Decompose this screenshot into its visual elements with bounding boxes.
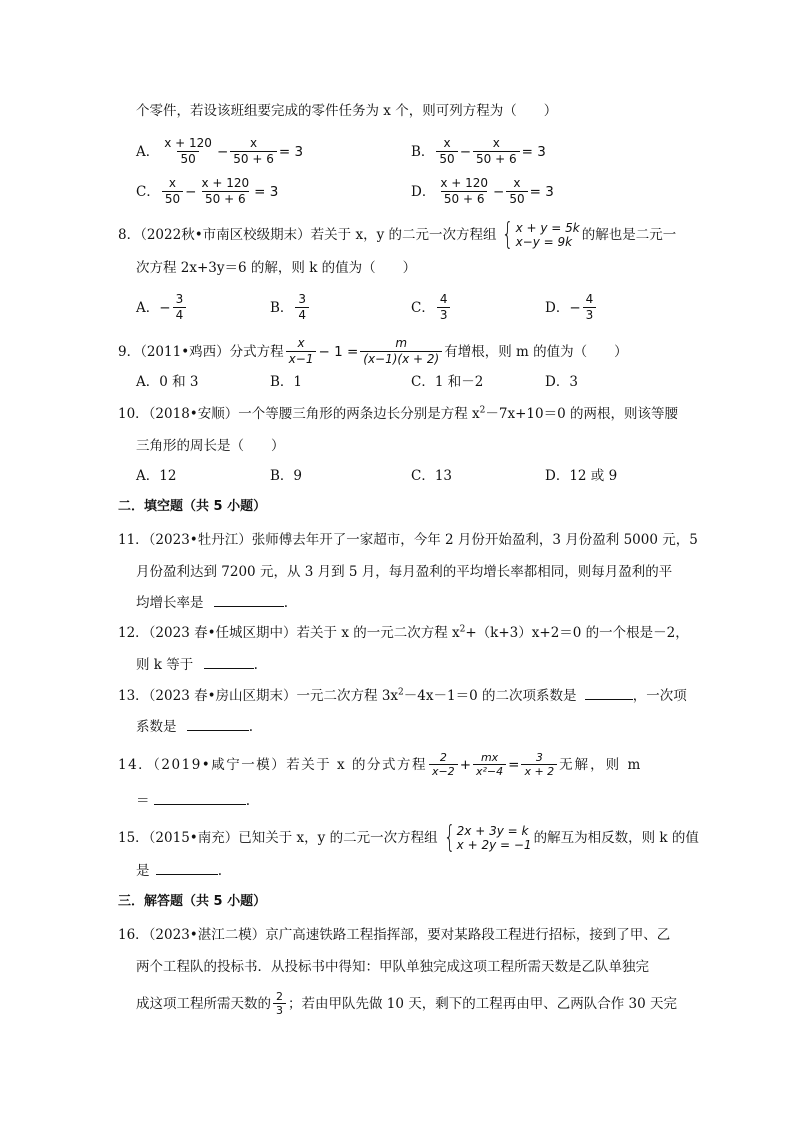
q10-stem-line2: 三角形的周长是（ ） <box>136 438 285 454</box>
q8-stem-line2: 次方程 2x+3y＝6 的解，则 k 的值为（ ） <box>136 260 417 276</box>
q12-stem-line2: 则 k 等于 . <box>136 654 258 675</box>
q9-stem: 9．（2011•鸡西）分式方程 $\frac{x}{x-1}$ − 1 = $\frac{m}{(x-1)(x + 2)}$ 有增根，则 m 的值为（ ） <box>118 336 628 366</box>
fraction: $\frac{x}{50}$ <box>162 176 183 207</box>
fraction: $\frac{2}{x-2}$ <box>429 751 458 778</box>
q16-stem-line3: 成这项工程所需天数的 $\frac{2}{3}$ ；若由甲队先做 10 天，剩下的工程再由甲、乙两队合作 30 天完 <box>136 990 678 1017</box>
q14-stem-line2: ＝ . <box>136 790 250 811</box>
q7-option-b[interactable]: B． $\frac{x}{50}$ − $\frac{x}{50 + 6}$ = 3 <box>411 136 546 166</box>
q10-stem-line1: 10．（2018•安顺）一个等腰三角形的两条边长分别是方程 $x^2-7x+10=0$ 的两根，则该等腰 <box>118 405 678 422</box>
fraction: $\frac{3}{4}$ <box>295 292 309 323</box>
fraction: $\frac{x}{50}$ <box>436 136 457 167</box>
answer-blank[interactable] <box>154 790 246 805</box>
fraction: $\frac{mx}{\text{x²−4}}$ <box>473 751 506 778</box>
option-label: D． <box>411 183 436 200</box>
q10-option-d[interactable]: D．12 或 9 <box>545 468 618 484</box>
q15-stem: 15．（2015•南充）已知关于 x，y 的二元一次方程组 { 2x + 3y = k x + 2y = −1 的解互为相反数，则 k 的值 <box>118 820 699 855</box>
q7-option-c[interactable]: C． $\frac{x}{50}$ − $\frac{x + 120}{50 + 6}$ = 3 <box>136 176 279 206</box>
answer-blank[interactable] <box>214 592 284 607</box>
q13-stem-line1: 13．（2023 春•房山区期末）一元二次方程 $3x^2-4x-1=0$ 的二次项系数是 ，一次项 <box>118 685 687 706</box>
equation-system: { x + y = 5k x−y = 9k <box>502 217 580 252</box>
q9-option-a[interactable]: A．0 和 3 <box>136 374 199 390</box>
q9-option-d[interactable]: D．3 <box>545 374 578 390</box>
q11-stem-line3: 均增长率是 . <box>136 592 288 613</box>
q13-stem-line2: 系数是 . <box>136 716 253 737</box>
fraction: $\frac{4}{3}$ <box>583 292 597 323</box>
answer-blank[interactable] <box>156 860 218 875</box>
q10-option-a[interactable]: A．12 <box>136 468 177 484</box>
q8-option-c[interactable]: C． $\frac{4}{3}$ <box>411 292 452 323</box>
q8-option-d[interactable]: D． − $\frac{4}{3}$ <box>545 292 598 323</box>
section-fill-blank-heading: 二．填空题（共 5 小题） <box>118 499 267 514</box>
q15-stem-line2: 是 . <box>136 860 222 881</box>
fraction: $\frac{x + 120}{50 + 6}$ <box>201 176 250 206</box>
fraction: $\frac{x}{50 + 6}$ <box>473 136 520 167</box>
answer-blank[interactable] <box>585 685 633 700</box>
q12-stem-line1: 12．（2023 春•任城区期中）若关于 x 的一元二次方程 $x^2+(k+3)x+2=0$ 的一个根是－2， <box>118 624 689 641</box>
q11-stem-line1: 11．（2023•牡丹江）张师傅去年开了一家超市，今年 2 月份开始盈利，3 月份盈利 5000 元，5 <box>118 532 698 548</box>
option-label: B． <box>411 143 435 160</box>
q16-stem-line2: 两个工程队的投标书．从投标书中得知：甲队单独完成这项工程所需天数是乙队单独完 <box>136 959 649 975</box>
fraction: $\frac{x}{50}$ <box>506 176 527 207</box>
fraction: $\frac{x}{x-1}$ <box>286 336 317 367</box>
answer-blank[interactable] <box>204 654 254 669</box>
fraction: $\frac{x}{50 + 6}$ <box>230 136 277 167</box>
q7-option-d[interactable]: D． $\frac{x + 120}{50 + 6}$ − $\frac{x}{50}$ = 3 <box>411 176 554 206</box>
fraction: $\frac{3}{4}$ <box>173 292 187 323</box>
option-label: C． <box>136 183 160 200</box>
q7-stem-tail: 个零件，若设该班组要完成的零件任务为 x 个，则可列方程为（ ） <box>136 103 558 119</box>
equation-system: { 2x + 3y = k x + 2y = −1 <box>443 820 532 855</box>
fraction: $\frac{m}{(x-1)(x + 2)}$ <box>360 336 442 367</box>
q10-option-c[interactable]: C．13 <box>411 468 453 484</box>
q14-stem: 14．（2019•咸宁一模）若关于 x 的分式方程 $\frac{2}{x-2}$ + $\frac{mx}{\text{x²−4}}$ = $\frac{3}{x + 2}$ 无解，则 m <box>118 751 643 778</box>
q11-stem-line2: 月份盈利达到 7200 元，从 3 月到 5 月，每月盈利的平均增长率都相同，则每月盈利的平 <box>136 564 673 580</box>
fraction: $\frac{3}{x + 2}$ <box>521 751 557 778</box>
fraction: $\frac{x + 120}{50 + 6}$ <box>440 176 489 206</box>
q9-option-b[interactable]: B．1 <box>270 374 303 390</box>
q16-stem-line1: 16．（2023•湛江二模）京广高速铁路工程指挥部，要对某路段工程进行招标，接到了甲、乙 <box>118 927 671 943</box>
answer-blank[interactable] <box>187 716 249 731</box>
fraction: $\frac{2}{3}$ <box>273 990 286 1017</box>
q8-stem: 8．（2022秋•市南区校级期末）若关于 x，y 的二元一次方程组 { x + y = 5k x−y = 9k 的解也是二元一 <box>118 217 677 252</box>
q8-option-b[interactable]: B． $\frac{3}{4}$ <box>270 292 311 323</box>
q9-option-c[interactable]: C．1 和－2 <box>411 374 484 390</box>
q10-option-b[interactable]: B．9 <box>270 468 303 484</box>
section-solution-heading: 三．解答题（共 5 小题） <box>118 894 267 909</box>
fraction: $\frac{x + 120}{50}$ <box>164 136 212 166</box>
q7-option-a[interactable]: A． $\frac{x + 120}{50}$ − $\frac{x}{50 + 6}$ = 3 <box>136 136 304 166</box>
fraction: $\frac{4}{3}$ <box>437 292 451 323</box>
q8-option-a[interactable]: A． − $\frac{3}{4}$ <box>136 292 188 323</box>
option-label: A． <box>136 143 160 160</box>
